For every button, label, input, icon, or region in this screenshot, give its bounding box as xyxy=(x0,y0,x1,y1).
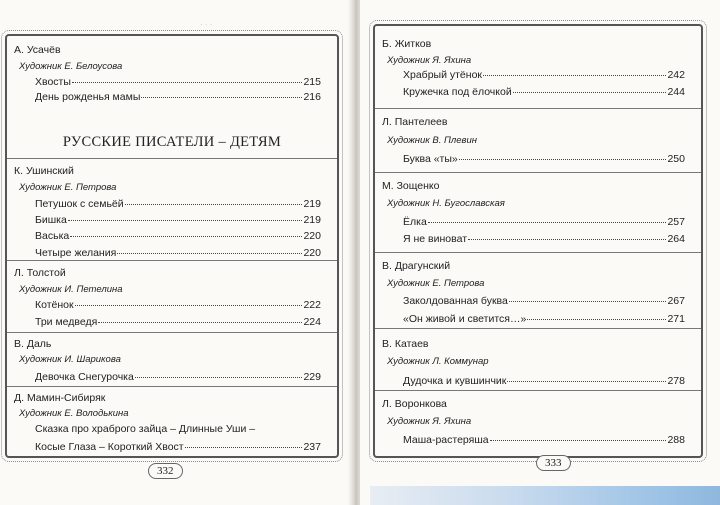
entry-page: 250 xyxy=(667,153,685,165)
artist-credit: Художник Е. Петрова xyxy=(19,182,117,193)
entry-title: Петушок с семьёй xyxy=(35,198,124,210)
toc-section xyxy=(375,390,701,457)
entry-title: Храбрый утёнок xyxy=(403,69,482,81)
author-name: К. Ушинский xyxy=(14,165,74,177)
toc-section xyxy=(7,158,337,261)
leader-dots xyxy=(490,440,667,441)
entry-page: 220 xyxy=(303,247,321,259)
entry-page: 264 xyxy=(667,233,685,245)
toc-section xyxy=(7,260,337,333)
leader-dots xyxy=(125,204,303,205)
entry-title: Бишка xyxy=(35,214,67,226)
entry-page: 219 xyxy=(303,198,321,210)
toc-entry[interactable] xyxy=(35,91,321,103)
leader-dots xyxy=(468,239,666,240)
left-page: · · · А. Усачёв Художник Е. Белоусова Хвосты 215 День рожденья мамы 216 РУССКИЕ ПИСАТЕЛИ – ДЕТЯМ К. Ушинский Художник Е. Петрова Петушок с семьёй 219 Бишка 219 Васька 220 Четыре желания 220 Л. Толстой Художник И. Петелина Котёнок 222 Три медведя 224 В. Даль Художник И. Шарикова Девочка Снегурочка 229 Д. Мамин-Сибиряк Художник Е. Володькина Сказка про храброго зайца – Длинные Уши – Косые Глаза – Короткий Хвост 237 332 xyxy=(0,0,350,505)
page-number: 332 xyxy=(148,463,183,479)
entry-title: Три медведя xyxy=(35,316,98,328)
entry-title: Дудочка и кувшинчик xyxy=(403,375,507,387)
toc-section xyxy=(375,328,701,391)
leader-dots xyxy=(141,97,302,98)
artist-credit: Художник Н. Бугославская xyxy=(387,198,505,209)
entry-title: Хвосты xyxy=(35,76,71,88)
entry-page: 288 xyxy=(667,434,685,446)
author-name: Л. Воронкова xyxy=(382,398,447,410)
leader-dots xyxy=(509,301,667,302)
artist-credit: Художник И. Петелина xyxy=(19,284,123,295)
author-name: Б. Житков xyxy=(382,38,432,50)
entry-title: Косые Глаза – Короткий Хвост xyxy=(35,441,184,453)
entry-page: 271 xyxy=(667,313,685,325)
entry-page: 278 xyxy=(667,375,685,387)
artist-credit: Художник Я. Яхина xyxy=(387,55,472,66)
entry-title: Котёнок xyxy=(35,299,74,311)
entry-title: Четыре желания xyxy=(35,247,117,259)
entry-page: 237 xyxy=(303,441,321,453)
toc-section xyxy=(7,36,337,103)
toc-section xyxy=(7,386,337,459)
author-name: Л. Пантелеев xyxy=(382,116,448,128)
toc-entry[interactable] xyxy=(403,153,685,165)
leader-dots xyxy=(507,381,666,382)
leader-dots xyxy=(428,222,667,223)
entry-page: 219 xyxy=(303,214,321,226)
toc-entry[interactable] xyxy=(403,434,685,446)
entry-page: 229 xyxy=(303,371,321,383)
author-name: Л. Толстой xyxy=(14,267,66,279)
toc-entry[interactable] xyxy=(35,247,321,259)
entry-page: 220 xyxy=(303,230,321,242)
toc-entry[interactable] xyxy=(403,216,685,228)
toc-section xyxy=(375,108,701,167)
toc-entry[interactable] xyxy=(35,299,321,311)
entry-page: 244 xyxy=(667,86,685,98)
leader-dots xyxy=(513,92,667,93)
artist-credit: Художник Л. Коммунар xyxy=(387,356,489,367)
entry-title: Маша-растеряша xyxy=(403,434,489,446)
entry-title: День рожденья мамы xyxy=(35,91,141,103)
leader-dots xyxy=(75,305,303,306)
leader-dots xyxy=(117,253,302,254)
leader-dots xyxy=(72,82,303,83)
entry-page: 222 xyxy=(303,299,321,311)
toc-entry[interactable] xyxy=(35,371,321,383)
toc-entry[interactable] xyxy=(35,230,321,242)
artist-credit: Художник Е. Володькина xyxy=(19,408,129,419)
toc-entry[interactable] xyxy=(403,86,685,98)
toc-entry[interactable] xyxy=(403,295,685,307)
toc-entry[interactable] xyxy=(35,441,321,453)
entry-title-line: Сказка про храброго зайца – Длинные Уши – xyxy=(35,423,256,435)
page-number: 333 xyxy=(536,455,571,471)
entry-page: 224 xyxy=(303,316,321,328)
author-name: В. Драгунский xyxy=(382,260,451,272)
author-name: Д. Мамин-Сибиряк xyxy=(14,392,106,404)
author-name: В. Катаев xyxy=(382,338,429,350)
toc-entry[interactable] xyxy=(403,69,685,81)
leader-dots xyxy=(527,319,666,320)
entry-title: Я не виноват xyxy=(403,233,468,245)
leader-dots xyxy=(185,447,303,448)
artist-credit: Художник В. Плевин xyxy=(387,135,477,146)
section-heading: РУССКИЕ ПИСАТЕЛИ – ДЕТЯМ xyxy=(62,134,282,150)
entry-title: Кружечка под ёлочкой xyxy=(403,86,512,98)
entry-title: Ёлка xyxy=(403,216,427,228)
leader-dots xyxy=(68,220,303,221)
artist-credit: Художник Е. Петрова xyxy=(387,278,485,289)
entry-page: 216 xyxy=(303,91,321,103)
leader-dots xyxy=(459,159,667,160)
entry-title: Заколдованная буква xyxy=(403,295,508,307)
leader-dots xyxy=(135,377,303,378)
author-name: А. Усачёв xyxy=(14,44,61,56)
left-contents-frame xyxy=(5,34,339,458)
toc-section xyxy=(7,332,337,389)
leader-dots xyxy=(483,75,666,76)
leader-dots xyxy=(98,322,302,323)
toc-entry[interactable] xyxy=(403,375,685,387)
author-name: М. Зощенко xyxy=(382,180,440,192)
toc-entry[interactable] xyxy=(35,198,321,210)
toc-entry[interactable] xyxy=(35,316,321,328)
entry-page: 257 xyxy=(667,216,685,228)
illustration-edge xyxy=(370,486,720,505)
author-name: В. Даль xyxy=(14,338,52,350)
toc-section xyxy=(375,26,701,102)
entry-title: Девочка Снегурочка xyxy=(35,371,134,383)
artist-credit: Художник Е. Белоусова xyxy=(19,61,123,72)
artist-credit: Художник Я. Яхина xyxy=(387,416,472,427)
entry-page: 215 xyxy=(303,76,321,88)
toc-entry[interactable] xyxy=(403,313,685,325)
toc-section xyxy=(375,172,701,251)
artist-credit: Художник И. Шарикова xyxy=(19,354,121,365)
entry-page: 267 xyxy=(667,295,685,307)
toc-section xyxy=(375,252,701,333)
entry-title: Васька xyxy=(35,230,70,242)
toc-entry[interactable] xyxy=(403,233,685,245)
right-contents-frame xyxy=(373,24,703,458)
leader-dots xyxy=(70,236,302,237)
entry-title: «Он живой и светится…» xyxy=(403,313,527,325)
toc-entry[interactable] xyxy=(35,214,321,226)
toc-entry[interactable] xyxy=(35,76,321,88)
entry-title: Буква «ты» xyxy=(403,153,458,165)
entry-page: 242 xyxy=(667,69,685,81)
